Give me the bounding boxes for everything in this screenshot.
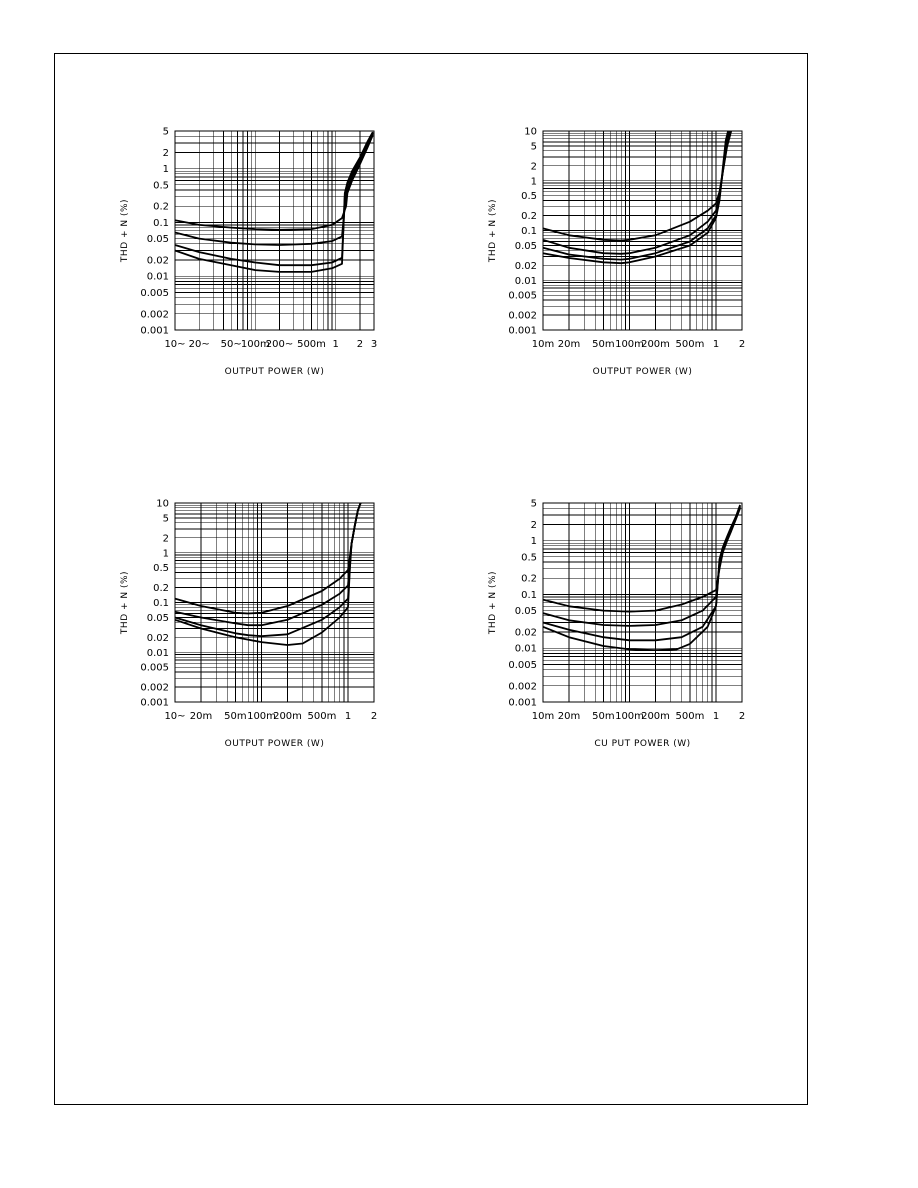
y-tick-label: 1 [162,164,169,176]
y-axis-label: THD + N (%) [488,570,498,635]
y-tick-label: 0.2 [153,201,169,213]
x-tick-label: 10m [531,339,555,350]
y-tick-label: 1 [530,536,537,548]
series-curve-1 [543,508,740,611]
x-tick-label: 2 [738,339,746,350]
series-curve-4 [175,132,373,272]
thd-chart-top-left [110,120,400,390]
y-tick-label: 0.02 [514,627,537,639]
y-tick-label: 0.001 [508,697,537,709]
x-tick-label: 1 [712,339,720,350]
y-tick-label: 0.1 [521,226,537,237]
y-axis-label: THD + N (%) [120,570,130,635]
y-tick-label: 0.002 [508,310,537,322]
y-tick-label: 0.1 [521,589,537,601]
y-tick-label: 0.5 [153,563,169,575]
x-tick-label: 10~ [164,339,186,350]
y-tick-label: 1 [530,176,537,188]
y-tick-label: 1 [162,548,169,560]
x-tick-label: 2 [738,711,746,722]
x-tick-label: 20m [189,711,213,722]
y-tick-label: 0.1 [153,598,169,609]
y-tick-label: 0.001 [508,325,537,337]
x-tick-label: 100m [615,339,644,350]
x-tick-label: 100m [247,711,276,722]
y-tick-label: 0.1 [153,217,169,229]
y-tick-label: 0.2 [521,573,537,585]
x-tick-label: 1 [332,339,339,350]
y-tick-label: 0.5 [521,552,537,564]
thd-chart-bottom-left [110,492,400,762]
x-tick-label: 2 [356,339,364,350]
y-tick-label: 0.001 [140,325,169,337]
y-tick-label: 0.02 [514,260,537,272]
x-tick-label: 500m [297,339,326,350]
y-axis-label: THD + N (%) [488,198,498,263]
y-tick-label: 0.01 [514,643,537,655]
y-tick-label: 0.001 [140,697,169,709]
x-tick-label: 1 [344,711,352,722]
y-tick-label: 0.005 [140,287,169,299]
thd-chart-top-right [478,120,768,390]
y-tick-label: 0.01 [146,647,169,659]
x-tick-label: 1 [712,711,720,722]
x-tick-label: 200m [641,339,670,350]
y-tick-label: 10 [156,498,169,510]
y-tick-label: 0.5 [521,191,537,203]
x-tick-label: 20m [557,711,581,722]
x-tick-label: 50m [224,711,247,722]
x-tick-label: 50m [592,711,615,722]
y-tick-label: 0.05 [146,613,169,624]
y-tick-label: 0.05 [514,241,537,252]
x-tick-label: 500m [307,711,337,722]
x-tick-label: 200m [641,711,670,722]
y-tick-label: 0.02 [146,632,169,644]
y-tick-label: 0.2 [521,211,537,222]
y-tick-label: 0.002 [508,681,537,693]
series-curve-4 [543,505,740,650]
y-tick-label: 0.2 [153,583,169,594]
x-tick-label: 100m [240,339,270,350]
y-tick-label: 0.05 [514,606,537,618]
y-tick-label: 2 [162,147,169,159]
y-tick-label: 5 [530,498,537,510]
y-tick-label: 0.5 [153,180,169,192]
y-tick-label: 2 [530,161,537,173]
x-tick-label: 10m [531,711,555,722]
y-axis-label: THD + N (%) [120,198,130,263]
y-tick-label: 5 [530,141,537,153]
x-axis-label: OUTPUT POWER (W) [592,367,693,377]
y-tick-label: 0.002 [140,682,169,694]
x-tick-label: 20~ [188,339,210,350]
x-tick-label: 2 [370,711,378,722]
x-tick-label: 100m [615,711,644,722]
y-tick-label: 0.005 [508,290,537,302]
x-tick-label: 50~ [220,339,242,350]
x-tick-label: 200~ [265,339,294,350]
series-curve-3 [543,131,729,260]
y-tick-label: 2 [530,519,537,531]
series-curve-2 [543,507,740,626]
y-tick-label: 0.01 [146,271,169,283]
y-tick-label: 10 [524,126,537,138]
thd-chart-bottom-right [478,492,768,762]
y-tick-label: 0.002 [140,309,169,321]
y-tick-label: 0.05 [146,234,169,246]
y-tick-label: 0.02 [146,255,169,267]
x-tick-label: 500m [675,339,705,350]
x-tick-label: 50m [592,339,615,350]
x-axis-label: CU PUT POWER (W) [594,739,691,749]
x-tick-label: 500m [675,711,705,722]
x-tick-label: 20m [557,339,581,350]
x-axis-label: OUTPUT POWER (W) [224,739,325,749]
y-tick-label: 5 [162,513,169,525]
x-axis-label: OUTPUT POWER (W) [224,367,325,377]
x-tick-label: 3 [370,339,378,350]
y-tick-label: 0.01 [514,275,537,287]
y-tick-label: 5 [162,126,169,138]
y-tick-label: 2 [162,533,169,545]
series-curve-1 [175,503,361,614]
y-tick-label: 0.005 [140,662,169,674]
x-tick-label: 10~ [164,711,186,722]
y-tick-label: 0.005 [508,659,537,671]
x-tick-label: 200m [273,711,302,722]
